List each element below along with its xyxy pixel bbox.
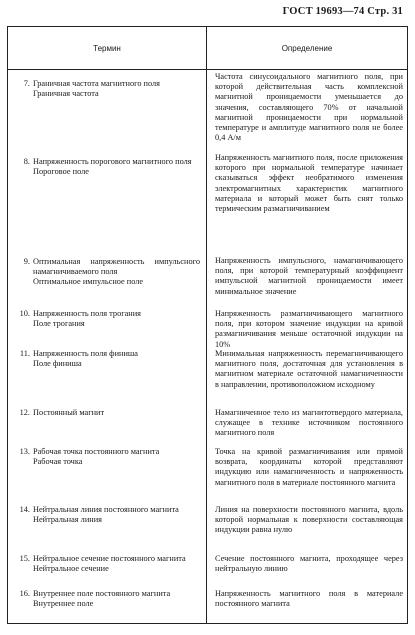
term-number: 12.	[19, 408, 30, 417]
term-number: 10.	[19, 309, 30, 318]
term-short-form: Нейтральное сечение	[33, 564, 109, 574]
term-number: 13.	[19, 447, 30, 456]
term-number: 15.	[19, 554, 30, 563]
term-name: Напряженность поля трогания	[33, 309, 141, 318]
definition-cell: Напряженность размагничивающего магнитного поля, при котором значение индукции на кривой размагничивания меньше остаточной индукции на 10%	[215, 309, 403, 349]
term-name: Напряженность порогового магнитного поля	[33, 157, 192, 166]
definition-cell: Линия на поверхности постоянного магнита, вдоль которой нормальная к поверхности составляющая индукции равна нулю	[215, 505, 403, 535]
term-number: 11.	[19, 349, 30, 358]
term-name: Напряженность поля финиша	[33, 349, 138, 358]
term-name: Оптимальная напряженность импульсного намагничиваемого поля	[33, 257, 200, 277]
term-number: 14.	[19, 505, 30, 514]
column-header-terms: Термин	[93, 43, 121, 53]
term-name: Нейтральное сечение постоянного магнита	[33, 554, 186, 563]
term-name: Граничная частота магнитного поля	[33, 79, 160, 88]
term-number: 8.	[23, 157, 30, 166]
term-short-form: Оптимальное импульсное поле	[33, 277, 144, 287]
definition-cell: Частота синусоидального магнитного поля, при которой действительная часть комплексной магнитной проницаемости уменьшается до значения, составляющего 70% от начальной магнитной проницаемости при нормальной температуре и амплитуде магнитного поля не более 0,4 А/м	[215, 72, 403, 143]
terms-table	[7, 26, 408, 624]
definition-cell: Сечение постоянного магнита, проходящее через нейтральную линию	[215, 554, 403, 574]
definition-cell: Намагниченное тело из магнитотвердого материала, служащее в технике источником постоянного магнитного поля	[215, 408, 403, 438]
term-name: Рабочая точка постоянного магнита	[33, 447, 160, 456]
term-name: Внутреннее поле постоянного магнита	[33, 589, 171, 598]
definition-cell: Напряженность магнитного поля, после приложения которого при нормальной температуре начинает сказываться эффект необратимого изменения электромагнитных характеристик магнитного материала и который может быть снят только термическим размагничиванием	[215, 153, 403, 214]
table-header-row	[8, 27, 407, 70]
term-short-form: Пороговое поле	[33, 167, 89, 177]
term-number: 9.	[23, 257, 30, 266]
term-number: 16.	[19, 589, 30, 598]
term-short-form: Поле трогания	[33, 319, 85, 329]
definition-cell: Минимальная напряженность перемагничивающего магнитного поля, достаточная для установления в магнитном материале остаточной намагниченности в направлении, противоположном исходному	[215, 349, 403, 389]
term-short-form: Нейтральная линия	[33, 515, 102, 525]
page-header: ГОСТ 19693—74 Стр. 31	[282, 6, 403, 17]
definition-cell: Напряженность импульсного, намагничивающего поля, при которой температурный коэффициент импульсной магнитной проницаемости имеет минимальное значение	[215, 256, 403, 296]
term-short-form: Граничная частота	[33, 89, 99, 99]
term-short-form: Внутреннее поле	[33, 599, 94, 609]
column-divider	[206, 27, 207, 623]
term-number: 7.	[23, 79, 30, 88]
term-name: Нейтральная линия постоянного магнита	[33, 505, 179, 514]
term-name: Постоянный магнит	[33, 408, 105, 417]
term-short-form: Поле финиша	[33, 359, 82, 369]
term-short-form: Рабочая точка	[33, 457, 83, 467]
column-header-definition: Определение	[281, 43, 333, 53]
definition-cell: Напряженность магнитного поля в материале постоянного магнита	[215, 589, 403, 609]
definition-cell: Точка на кривой размагничивания или прямой возврата, координаты которой представляют индукцию или намагниченность и напряженность магнитного поля в материале постоянного магнита	[215, 447, 403, 487]
